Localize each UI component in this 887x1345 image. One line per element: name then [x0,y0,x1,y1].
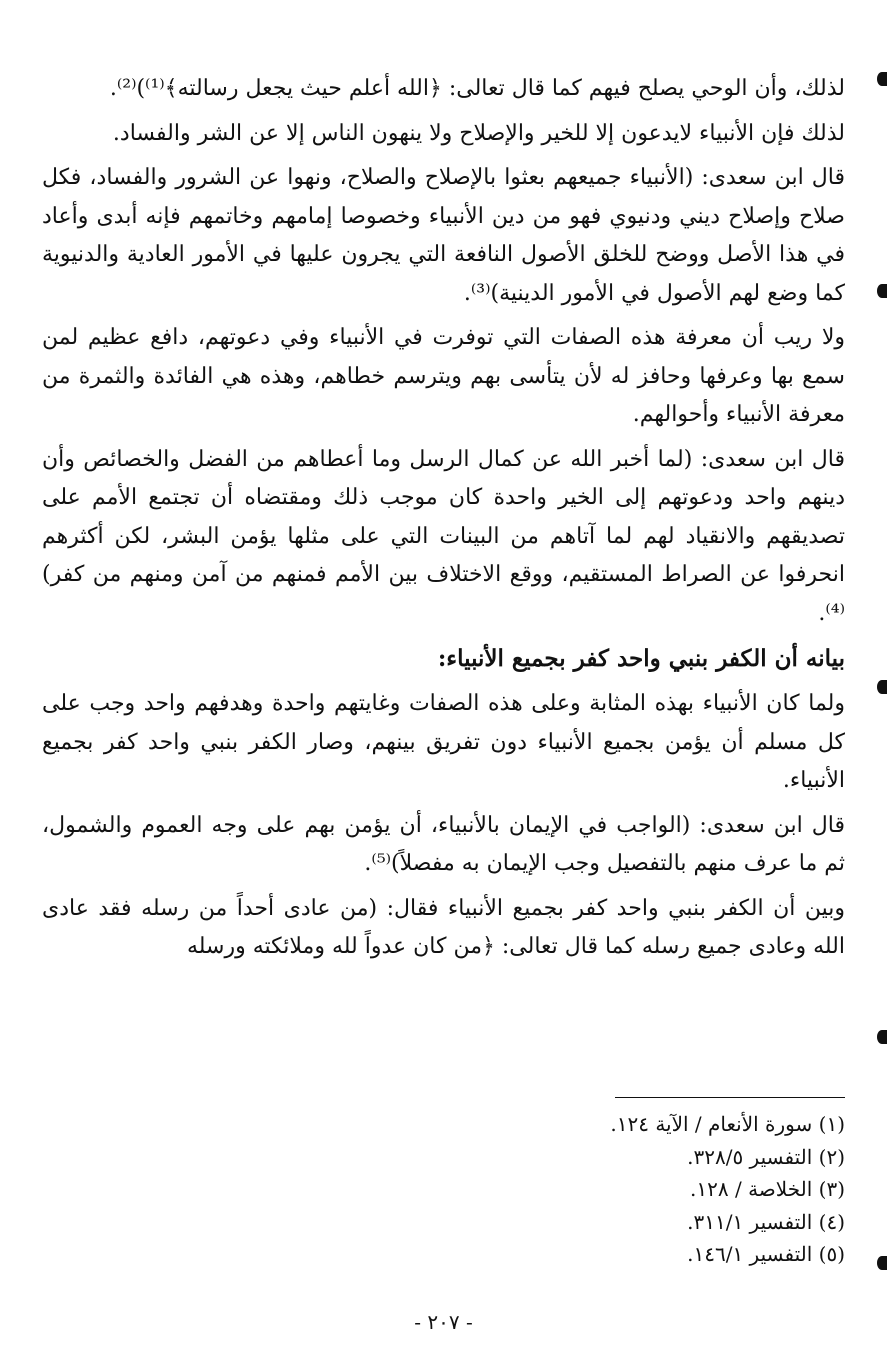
paragraph: قال ابن سعدى: (الواجب في الإيمان بالأنبياء، أن يؤمن بهم على وجه العموم والشمول، ثم ما عرف منهم بالتفصيل وجب الإيمان به مفصلاً)⁽⁵⁾. [42,812,845,876]
footnote: (٥) التفسير ١٤٦/١. [687,1242,845,1266]
footnote: (٤) التفسير ٣١١/١. [687,1209,845,1234]
paragraph: ولما كان الأنبياء بهذه المثابة وعلى هذه الصفات وغايتهم واحدة وهدفهم واحد وجب على كل مسلم أن يؤمن بجميع الأنبياء دون تفريق بينهم، وصار الكفر بنبي واحد كفر بجميع الأنبياء. [42,691,845,793]
section-heading: بيانه أن الكفر بنبي واحد كفر بجميع الأنبياء: [437,645,845,672]
footnote: (٢) التفسير ٣٢٨/٥. [687,1144,845,1169]
footnote-divider [615,1097,845,1098]
paragraph: قال ابن سعدى: (الأنبياء جميعهم بعثوا بالإصلاح والصلاح، ونهوا عن الشرور والفساد، فكل صلاح وإصلاح ديني ودنيوي فهو من دين الأنبياء وخصوصا إمامهم وخاتمهم فإنه أبدى وأعاد في هذا الأصل ووضح للخلق الأصول النافعة التي يجرون عليها في الأمور العادية والدنيوية كما وضع لهم الأصول في الأمور الدينية)⁽³⁾. [42,165,845,306]
paragraph: قال ابن سعدى: (لما أخبر الله عن كمال الرسل وما أعطاهم من الفضل والخصائص وأن دينهم واحد ودعوتهم إلى الخير واحدة كان موجب ذلك ومقتضاه أن تجتمع الأمم على تصديقهم والانقياد لهم لما آتاهم من البينات التي على مثلها يؤمن البشر، لكن أكثرهم انحرفوا عن الصراط المستقيم، ووقع الاختلاف بين الأمم فمنهم من آمن ومنهم من كفر)⁽⁴⁾. [42,446,845,626]
main-text [42,70,845,973]
footnote: (٣) الخلاصة / ١٢٨. [690,1177,845,1201]
paragraph: وبين أن الكفر بنبي واحد كفر بجميع الأنبياء فقال: (من عادى أحداً من رسله فقد عادى الله وعادى جميع رسله كما قال تعالى: ﴿من كان عدواً لله وملائكته ورسله [42,895,845,959]
binding-mark [877,680,887,694]
page-number: - ٢٠٧ - [414,1310,473,1334]
binding-mark [877,1256,887,1270]
paragraph: لذلك، وأن الوحي يصلح فيهم كما قال تعالى: ﴿الله أعلم حيث يجعل رسالته﴾⁽¹⁾)⁽²⁾. [109,76,845,101]
paragraph: ولا ريب أن معرفة هذه الصفات التي توفرت في الأنبياء وفي دعوتهم، دافع عظيم لمن سمع بها وعرفها وحافز له لأن يتأسى بهم ويترسم خطاهم، وهذه هي الفائدة والثمرة من معرفة الأنبياء وأحوالهم. [42,325,845,427]
binding-mark [877,1030,887,1044]
footnotes [610,1108,845,1271]
footnote: (١) سورة الأنعام / الآية ١٢٤. [610,1112,845,1136]
paragraph: لذلك فإن الأنبياء لايدعون إلا للخير والإصلاح ولا ينهون الناس إلا عن الشر والفساد. [112,120,845,146]
binding-mark [877,72,887,86]
binding-mark [877,284,887,298]
